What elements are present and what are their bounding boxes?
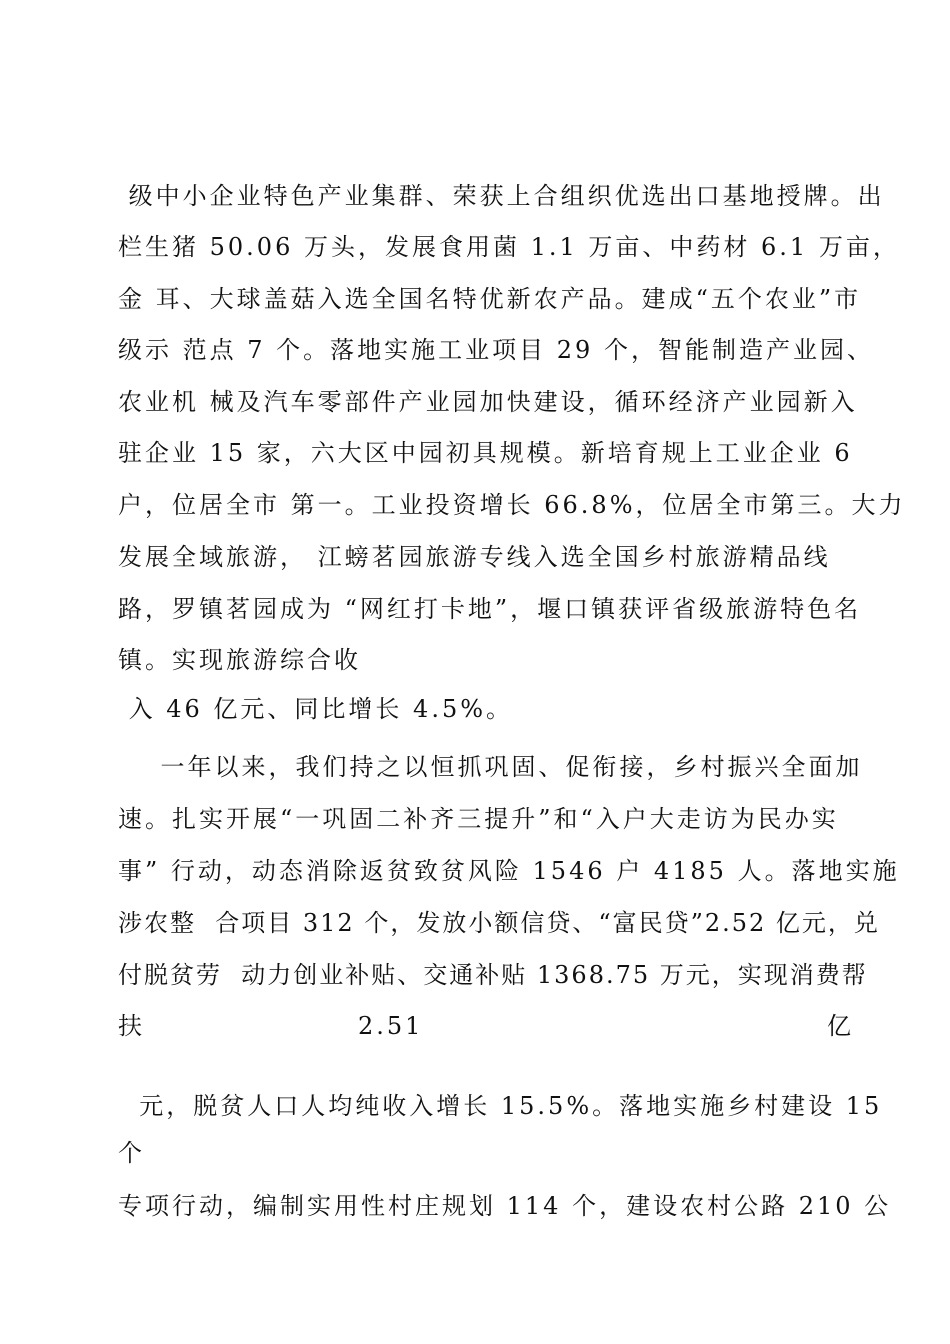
text-line-part: 2.51 — [358, 1012, 424, 1040]
text-line: 个 — [118, 1139, 145, 1167]
text-line: 栏生猪 50.06 万头，发展食用菌 1.1 万亩、中药材 6.1 万亩， — [118, 233, 900, 261]
text-line: 元，脱贫人口人均纯收入增长 15.5%。落地实施乡村建设 15 — [118, 1092, 883, 1120]
text-line: 付脱贫劳 动力创业补贴、交通补贴 1368.75 万元，实现消费帮 — [118, 961, 868, 989]
text-line: 专项行动，编制实用性村庄规划 114 个，建设农村公路 210 公 — [118, 1192, 892, 1220]
text-line-part: 扶 — [118, 1012, 145, 1040]
text-line: 级示 范点 7 个。落地实施工业项目 29 个，智能制造产业园、 — [118, 336, 874, 364]
text-line: 速。扎实开展“一巩固二补齐三提升”和“入户大走访为民办实 — [118, 805, 839, 833]
text-line: 事” 行动，动态消除返贫致贫风险 1546 户 4185 人。落地实施 — [118, 857, 900, 885]
text-line: 一年以来，我们持之以恒抓巩固、促衔接，乡村振兴全面加 — [118, 753, 863, 781]
text-line-part: 亿 — [827, 1012, 854, 1040]
text-line: 金 耳、大球盖菇入选全国名特优新农产品。建成“五个农业”市 — [118, 285, 862, 313]
text-line: 镇。实现旅游综合收 — [118, 646, 361, 674]
text-line: 农业机 械及汽车零部件产业园加快建设，循环经济产业园新入 — [118, 388, 858, 416]
text-line: 驻企业 15 家，六大区中园初具规模。新培育规上工业企业 6 — [118, 439, 853, 467]
text-line: 发展全域旅游， 江螃茗园旅游专线入选全国乡村旅游精品线 — [118, 543, 831, 571]
text-line: 路，罗镇茗园成为 “网红打卡地”，堰口镇获评省级旅游特色名 — [118, 595, 862, 623]
text-line: 涉农整 合项目 312 个，发放小额信贷、“富民贷”2.52 亿元，兑 — [118, 909, 880, 937]
text-line: 户，位居全市 第一。工业投资增长 66.8%，位居全市第三。大力 — [118, 491, 906, 519]
text-line: 入 46 亿元、同比增长 4.5%。 — [118, 695, 514, 723]
text-line: 级中小企业特色产业集群、荣获上合组织优选出口基地授牌。出 — [118, 182, 885, 210]
